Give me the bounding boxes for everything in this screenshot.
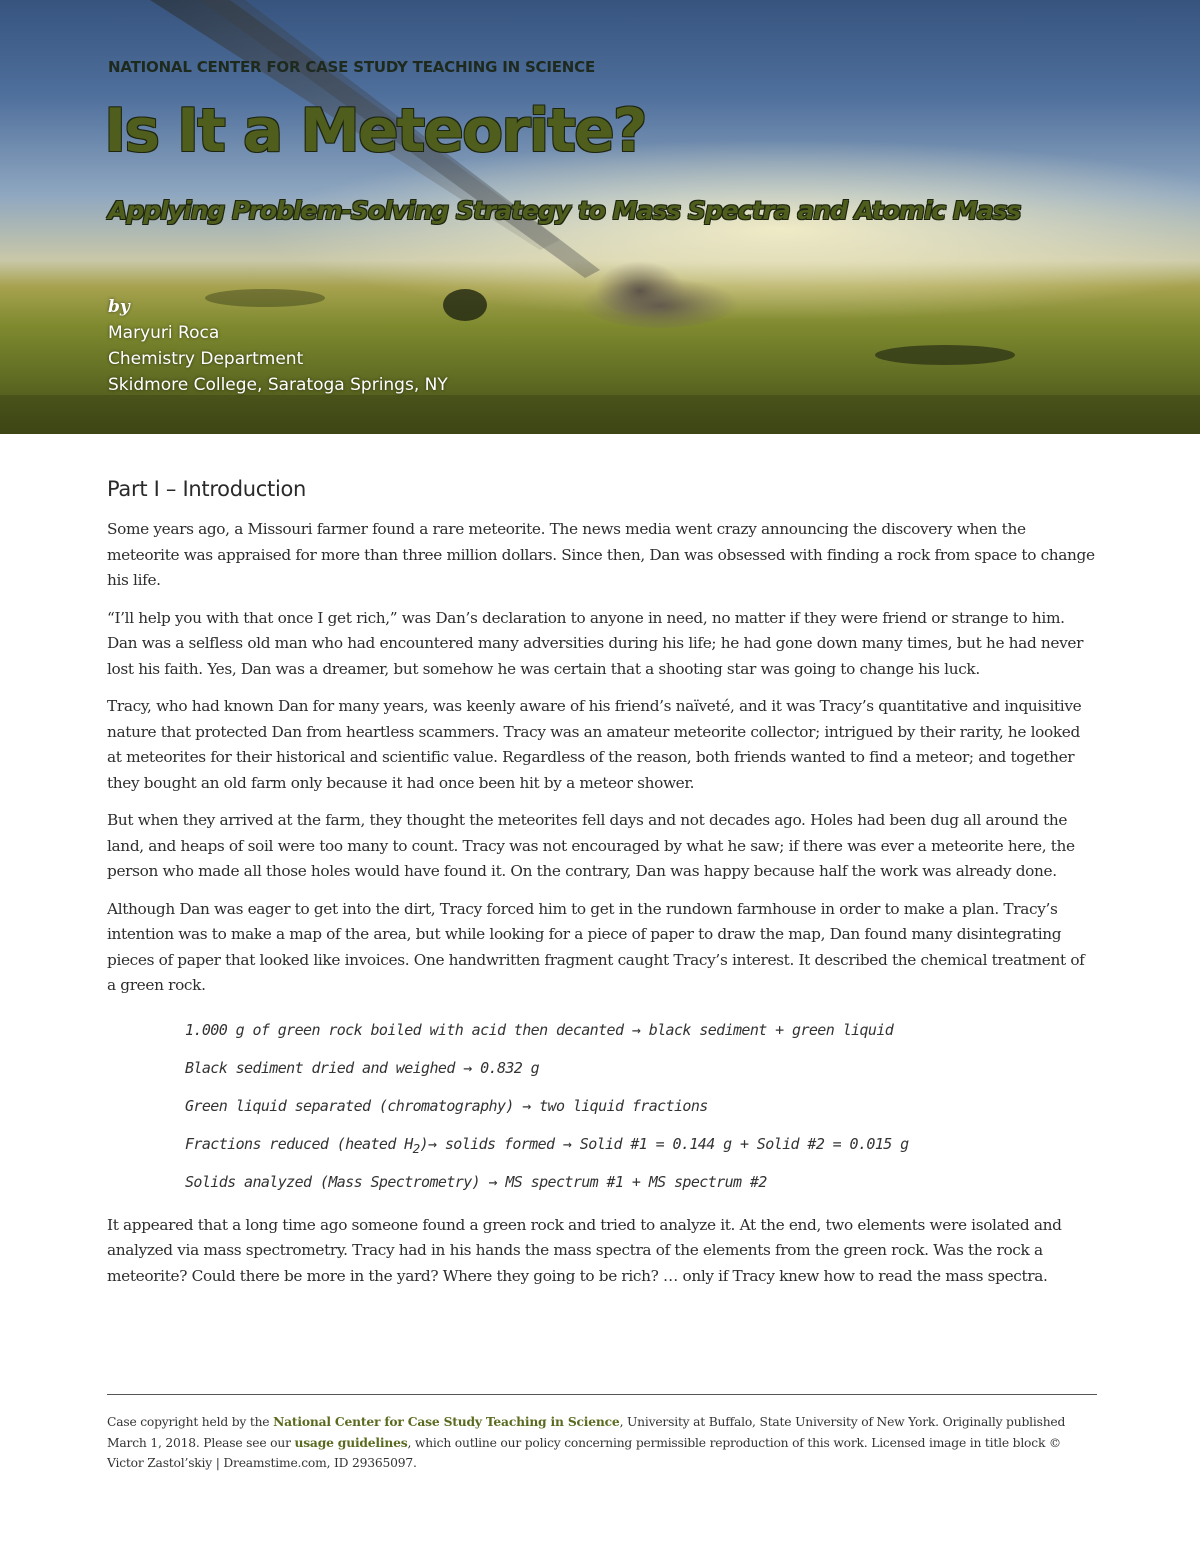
reduction-text-before: Fractions reduced (heated H xyxy=(185,1134,413,1153)
footer-text: , which outline our policy concerning permissible reproduction of this work. Licensed image in title block © Victor Zastol’skiy | Dreamstime.com, ID 29365097. xyxy=(107,1435,1062,1470)
reduction-text-after: )→ solids formed → Solid #1 = 0.144 g + Solid #2 = 0.015 g xyxy=(419,1134,909,1153)
paragraph: Although Dan was eager to get into the dirt, Tracy forced him to get in the rundown farmhouse in order to make a plan. Tracy’s intention was to make a map of the area, but while looking for a piece of paper to draw the map, Dan found many disintegrating pieces of paper that looked like invoices. One handwritten fragment caught Tracy’s interest. It described the chemical treatment of a green rock. xyxy=(107,899,1085,994)
case-subtitle: Applying Problem-Solving Strategy to Mass Spectra and Atomic Mass xyxy=(108,196,1021,225)
procedure-step-reduction xyxy=(185,1125,1097,1163)
author-institution: Skidmore College, Saratoga Springs, NY xyxy=(108,375,448,395)
procedure-step: Solids analyzed (Mass Spectrometry) → MS spectrum #1 + MS spectrum #2 xyxy=(185,1172,767,1191)
byline xyxy=(108,294,448,398)
procedure-step: Black sediment dried and weighed → 0.832 g xyxy=(185,1058,540,1077)
usage-guidelines-link[interactable]: usage guidelines xyxy=(294,1434,408,1450)
author-department: Chemistry Department xyxy=(108,349,304,369)
copyright-footer xyxy=(107,1412,1097,1474)
byline-by: by xyxy=(108,297,130,317)
paragraph: “I’ll help you with that once I get rich,” was Dan’s declaration to anyone in need, no matter if they were friend or strange to him. Dan was a selfless old man who had encountered many adversities during his life; he had gone down many times, but he had never lost his faith. Yes, Dan was a dreamer, but somehow he was certain that a shooting star was going to change his luck. xyxy=(107,608,1084,678)
footer-divider xyxy=(107,1394,1097,1395)
case-title: Is It a Meteorite? xyxy=(104,96,646,166)
paragraph: Some years ago, a Missouri farmer found a rare meteorite. The news media went crazy announcing the discovery when the meteorite was appraised for more than three million dollars. Since then, Dan was obsessed with finding a rock from space to change his life. xyxy=(107,520,1095,589)
title-banner xyxy=(0,0,1200,434)
handwritten-procedure xyxy=(185,1011,1097,1201)
section-heading: Part I – Introduction xyxy=(107,477,307,501)
paragraph: But when they arrived at the farm, they thought the meteorites fell days and not decades ago. Holes had been dug all around the land, and heaps of soil were too many to count. Tracy was not encouraged by what he saw; if there was ever a meteorite here, the person who made all those holes would have found it. On the contrary, Dan was happy because half the work was already done. xyxy=(107,811,1075,880)
author-name: Maryuri Roca xyxy=(108,323,220,343)
reduction-subscript: 2 xyxy=(412,1140,420,1156)
procedure-step: 1.000 g of green rock boiled with acid then decanted → black sediment + green liquid xyxy=(185,1020,894,1039)
paragraph: Tracy, who had known Dan for many years, was keenly aware of his friend’s naïveté, and it was Tracy’s quantitative and inquisitive nature that protected Dan from heartless scammers. Tracy was an amateur meteorite collector; intrigued by their rarity, he looked at meteorites for their historical and scientific value. Regardless of the reason, both friends wanted to find a meteor; and together they bought an old farm only because it had once been hit by a meteor shower. xyxy=(107,697,1082,792)
main-content xyxy=(107,477,1097,1301)
paragraph-closing: It appeared that a long time ago someone found a green rock and tried to analyze it. At the end, two elements were isolated and analyzed via mass spectrometry. Tracy had in his hands the mass spectra of the elements from the green rock. Was the rock a meteorite? Could there be more in the yard? Where they going to be rich? … only if Tracy knew how to read the mass spectra. xyxy=(107,1215,1062,1285)
org-name: NATIONAL CENTER FOR CASE STUDY TEACHING IN SCIENCE xyxy=(108,58,596,76)
footer-text: Case copyright held by the xyxy=(107,1415,274,1429)
footer-text: , University at Buffalo, State University of New York. Originally published March 1, 2018. Please see our xyxy=(107,1415,1066,1450)
procedure-step: Green liquid separated (chromatography) → two liquid fractions xyxy=(185,1096,708,1115)
nccsts-link[interactable]: National Center for Case Study Teaching in Science xyxy=(273,1414,620,1429)
